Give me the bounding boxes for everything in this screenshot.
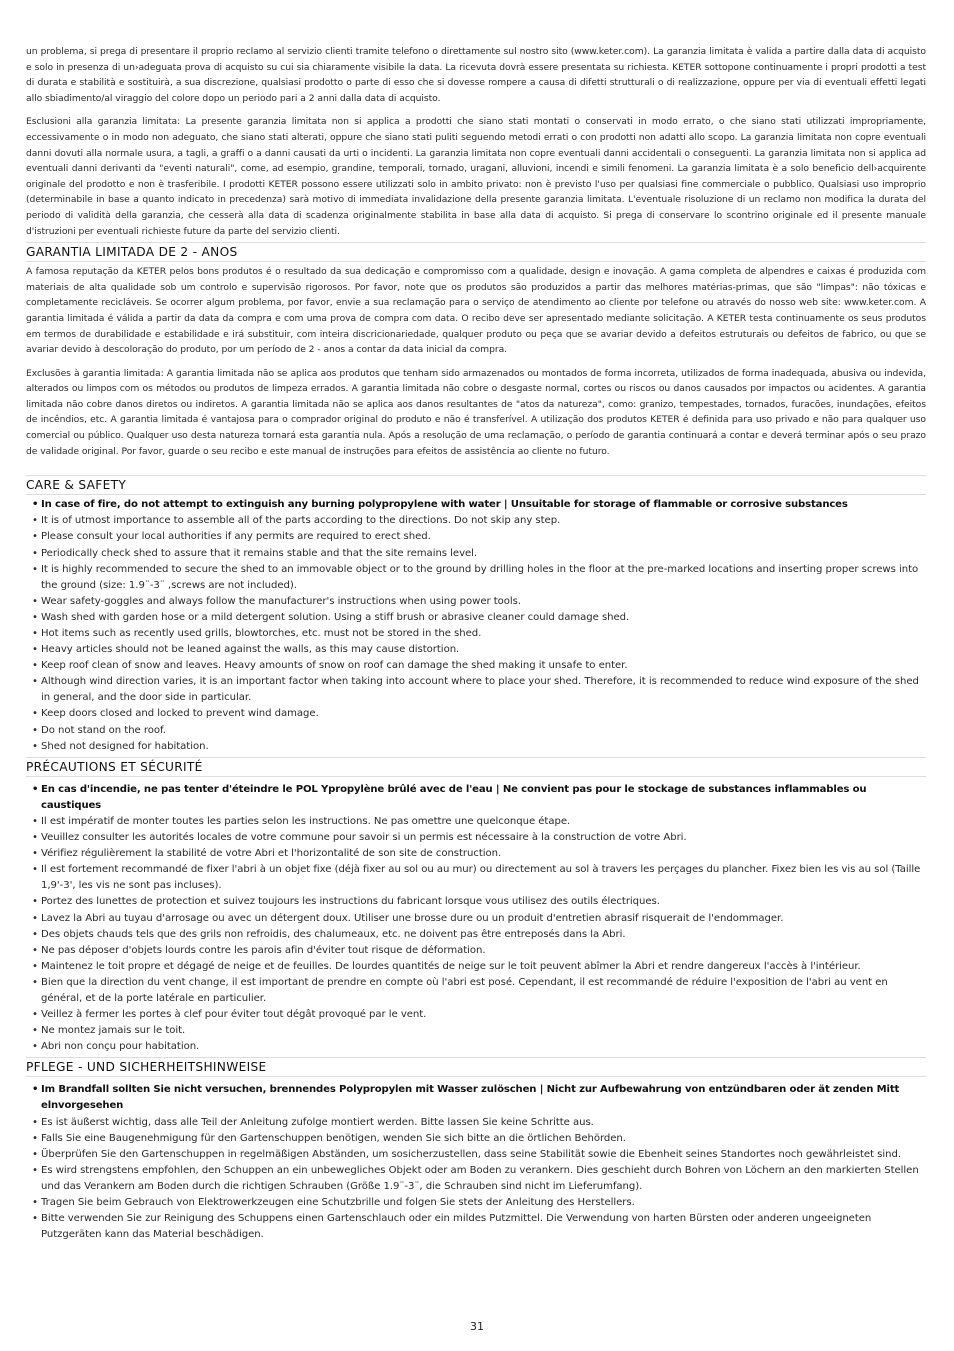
list-item: • Es ist äußerst wichtig, dass alle Teil der Anleitung zufolge montiert werden. Bitte lassen Sie keine Schritte aus.: [26, 1115, 926, 1131]
precautions-securite-list: [26, 782, 926, 1056]
list-item: • Überprüfen Sie den Gartenschuppen in regelmäßigen Abständen, um sosicherzustellen, dass seine Stabilität sowie die Ebenheit seines Standortes noch gewährleistet sind.: [26, 1147, 926, 1163]
care-safety-heading: CARE & SAFETY: [26, 475, 926, 495]
precautions-securite-heading: PRÉCAUTIONS ET SÉCURITÉ: [26, 757, 926, 777]
list-item: • Falls Sie eine Baugenehmigung für den Gartenschuppen benötigen, wenden Sie sich bitte an die örtlichen Behörden.: [26, 1131, 926, 1147]
pt-warranty-heading: GARANTIA LIMITADA DE 2 - ANOS: [26, 242, 926, 262]
page-number: 31: [470, 1320, 484, 1333]
list-item: • In case of fire, do not attempt to extinguish any burning polypropylene with water | Unsuitable for storage of flammable or corrosive substances: [26, 497, 926, 513]
list-item: • Portez des lunettes de protection et suivez toujours les instructions du fabricant lorsque vous utilisez des outils électriques.: [26, 894, 926, 910]
list-item: • Im Brandfall sollten Sie nicht versuchen, brennendes Polypropylen mit Wasser zulöschen | Nicht zur Aufbewahrung von entzündbaren oder ät zenden Mitt elnvorgesehen: [26, 1082, 926, 1114]
list-item: • It is of utmost importance to assemble all of the parts according to the directions. Do not skip any step.: [26, 513, 926, 529]
list-item: • Although wind direction varies, it is an important factor when taking into account where to place your shed. Therefore, it is recommended to reduce wind exposure of the shed in general, and the door side in particular.: [26, 674, 926, 706]
list-item: • Vérifiez régulièrement la stabilité de votre Abri et l'horizontalité de son site de construction.: [26, 846, 926, 862]
pflege-sicherheit-list: [26, 1082, 926, 1243]
list-item: • Keep doors closed and locked to prevent wind damage.: [26, 706, 926, 722]
it-warranty-exclusions: Esclusioni alla garanzia limitata: La presente garanzia limitata non si applica a prodotti che siano stati montati o conservati in modo errato, o che siano stati utilizzati impropriamente, eccessivamente o in modo non adeguato, che siano stati alterati, oppure che siano stati puliti seguendo metodi errati o con prodotti non adatti allo scopo. La garanzia limitata non copre eventuali danni dovuti alla normale usura, a tagli, a graffi o a danni causati da urti o incidenti. La garanzia limitata non copre eventuali danni accidentali o conseguenti. La garanzia limitata non si applica ad eventuali danni derivanti da "eventi naturali", come, ad esempio, grandine, temporali, tornado, uragani, alluvioni, incendi e simili fenomeni. La garanzia limitata è a solo beneficio dell›acquirente originale del prodotto e non è trasferibile. I prodotti KETER possono essere utilizzati solo in ambito privato: non è previsto l'uso per qualsiasi fine commerciale o pubblico. Qualsiasi uso improprio (determinabile in base a quanto indicato in precedenza) sarà motivo di immediata invalidazione della presente garanzia limitata. L'eventuale risoluzione di un reclamo non modifica la durata del periodo di validità della garanzia, che cesserà alla data di scadenza originalmente stabilita in base alla data di acquisto. Si prega di conservare lo scontrino originale ed il presente manuale d'istruzioni per eventuali richieste future da parte del servizio clienti.: [26, 116, 926, 237]
document-page: [26, 44, 926, 1245]
list-item: • Ne pas déposer d'objets lourds contre les parois afin d'éviter tout risque de déformation.: [26, 943, 926, 959]
list-item: • Keep roof clean of snow and leaves. Heavy amounts of snow on roof can damage the shed making it unsafe to enter.: [26, 658, 926, 674]
care-safety-list: [26, 497, 926, 755]
list-item: • Hot items such as recently used grills, blowtorches, etc. must not be stored in the shed.: [26, 626, 926, 642]
list-item: • Veuillez consulter les autorités locales de votre commune pour savoir si un permis est nécessaire à la construction de votre Abri.: [26, 830, 926, 846]
it-warranty-paragraph-1: un problema, si prega di presentare il proprio reclamo al servizio clienti tramite telefono o direttamente sul nostro sito (www.keter.com). La garanzia limitata è valida a partire dalla data di acquisto e solo in presenza di un›adeguata prova di acquisto su cui sia chiaramente visibile la data. La ricevuta dovrà essere presentata su richiesta. KETER sottopone continuamente i propri prodotti a test di durata e stabilità e sostituirà, a sua discrezione, qualsiasi prodotto o parte di esso che si dovesse rompere a causa di difetti strutturali o di realizzazione, oppure per via di eventuali effetti legati allo sbiadimento/al viraggio del colore dopo un periodo pari a 2 anni dalla data di acquisto.: [26, 46, 926, 104]
list-item: • Shed not designed for habitation.: [26, 739, 926, 755]
list-item: • Il est fortement recommandé de fixer l'abri à un objet fixe (déjà fixer au sol ou au mur) ou directement au sol à travers les perçages du plancher. Fixez bien les vis au sol (Taille 1,9'-3', les vis ne sont pas incluses).: [26, 862, 926, 894]
list-item: • Ne montez jamais sur le toit.: [26, 1023, 926, 1039]
list-item: • Lavez la Abri au tuyau d'arrosage ou avec un détergent doux. Utiliser une brosse dure ou un produit d'entretien abrasif risquerait de l'endommager.: [26, 911, 926, 927]
list-item: • Periodically check shed to assure that it remains stable and that the site remains level.: [26, 546, 926, 562]
list-item: • Il est impératif de monter toutes les parties selon les instructions. Ne pas omettre une quelconque étape.: [26, 814, 926, 830]
list-item: • Des objets chauds tels que des grils non refroidis, des chalumeaux, etc. ne doivent pas être entreposés dans la Abri.: [26, 927, 926, 943]
pflege-sicherheit-heading: PFLEGE - UND SICHERHEITSHINWEISE: [26, 1057, 926, 1077]
list-item: • Tragen Sie beim Gebrauch von Elektrowerkzeugen eine Schutzbrille und folgen Sie stets der Anleitung des Herstellers.: [26, 1195, 926, 1211]
list-item: • Do not stand on the roof.: [26, 723, 926, 739]
list-item: • Es wird strengstens empfohlen, den Schuppen an ein unbewegliches Objekt oder am Boden zu verankern. Dies geschieht durch Bohren von Löchern an den markierten Stellen und das Verankern am Boden durch die richtigen Schrauben (Größe 1.9¨-3¨, die Schrauben sind nicht im Lieferumfang).: [26, 1163, 926, 1195]
list-item: • Maintenez le toit propre et dégagé de neige et de feuilles. De lourdes quantités de neige sur le toit peuvent abîmer la Abri et rendre dangereux l'accès à l'intérieur.: [26, 959, 926, 975]
list-item: • Bien que la direction du vent change, il est important de prendre en compte où l'abri est posé. Cependant, il est recommandé de réduire l'exposition de l'abri au vent en général, et de la porte latérale en particulier.: [26, 975, 926, 1007]
list-item: • Abri non conçu pour habitation.: [26, 1039, 926, 1055]
list-item: • Bitte verwenden Sie zur Reinigung des Schuppens einen Gartenschlauch oder ein mildes Putzmittel. Die Verwendung von harten Bürsten oder anderen ungeeigneten Putzgeräten kann das Material beschädigen.: [26, 1211, 926, 1243]
list-item: • Veillez à fermer les portes à clef pour éviter tout dégât provoqué par le vent.: [26, 1007, 926, 1023]
pt-warranty-paragraph-1: A famosa reputação da KETER pelos bons produtos é o resultado da sua dedicação e compromisso com a qualidade, design e inovação. A gama completa de alpendres e caixas é produzida com materiais de alta qualidade sob um controlo e supervisão rigorosos. Por favor, note que os produtos são produzidos a partir das melhores matérias-primas, que são "limpas": não tóxicas e completamente recicláveis. Se ocorrer algum problema, por favor, envie a sua reclamação para o serviço de atendimento ao cliente por telefone ou através do nosso web site: www.keter.com. A garantia limitada é válida a partir da data da compra e com uma prova de compra com data. O recibo deve ser apresentado mediante solicitação. A KETER testa continuamente os seus produtos em termos de durabilidade e estabilidade e irá substituir, com inteira discricionariedade, qualquer produto ou peça que se avariar devido a defeitos estruturais ou defeitos de fabrico, ou que se avariar devido à descoloração do produto, por um período de 2 - anos a contar da data inicial da compra.: [26, 266, 926, 356]
list-item: • Wear safety-goggles and always follow the manufacturer's instructions when using power tools.: [26, 594, 926, 610]
list-item: • En cas d'incendie, ne pas tenter d'éteindre le POL Ypropylène brûlé avec de l'eau | Ne convient pas pour le stockage de substances inflammables ou caustiques: [26, 782, 926, 814]
list-item: • Wash shed with garden hose or a mild detergent solution. Using a stiff brush or abrasive cleaner could damage shed.: [26, 610, 926, 626]
list-item: • Please consult your local authorities if any permits are required to erect shed.: [26, 529, 926, 545]
list-item: • Heavy articles should not be leaned against the walls, as this may cause distortion.: [26, 642, 926, 658]
pt-warranty-exclusions: Exclusões à garantia limitada: A garantia limitada não se aplica aos produtos que tenham sido armazenados ou montados de forma incorreta, utilizados de forma inadequada, abusiva ou indevida, alterados ou limpos com os métodos ou produtos de limpeza errados. A garantia limitada não cobre o desgaste normal, cortes ou riscos ou danos causados por impactos ou acidentes. A garantia limitada não cobre danos diretos ou indiretos. A garantia limitada não se aplica aos danos resultantes de "atos da natureza", como: granizo, tempestades, tornados, furacões, inundações, efeitos de incêndios, etc. A garantia limitada é vantajosa para o comprador original do produto e não é transferível. A utilização dos produtos KETER é definida para uso privado e não para qualquer uso comercial ou público. Qualquer uso desta natureza tornará esta garantia nula. Após a resolução de uma reclamação, o período de garantia continuará a contar e deverá terminar após o seu prazo de validade original. Por favor, guarde o seu recibo e este manual de instruções para efeitos de assistência ao cliente no futuro.: [26, 367, 926, 457]
list-item: • It is highly recommended to secure the shed to an immovable object or to the ground by drilling holes in the floor at the pre-marked locations and inserting proper screws into the ground (size: 1.9¨-3¨ ,screws are not included).: [26, 562, 926, 594]
